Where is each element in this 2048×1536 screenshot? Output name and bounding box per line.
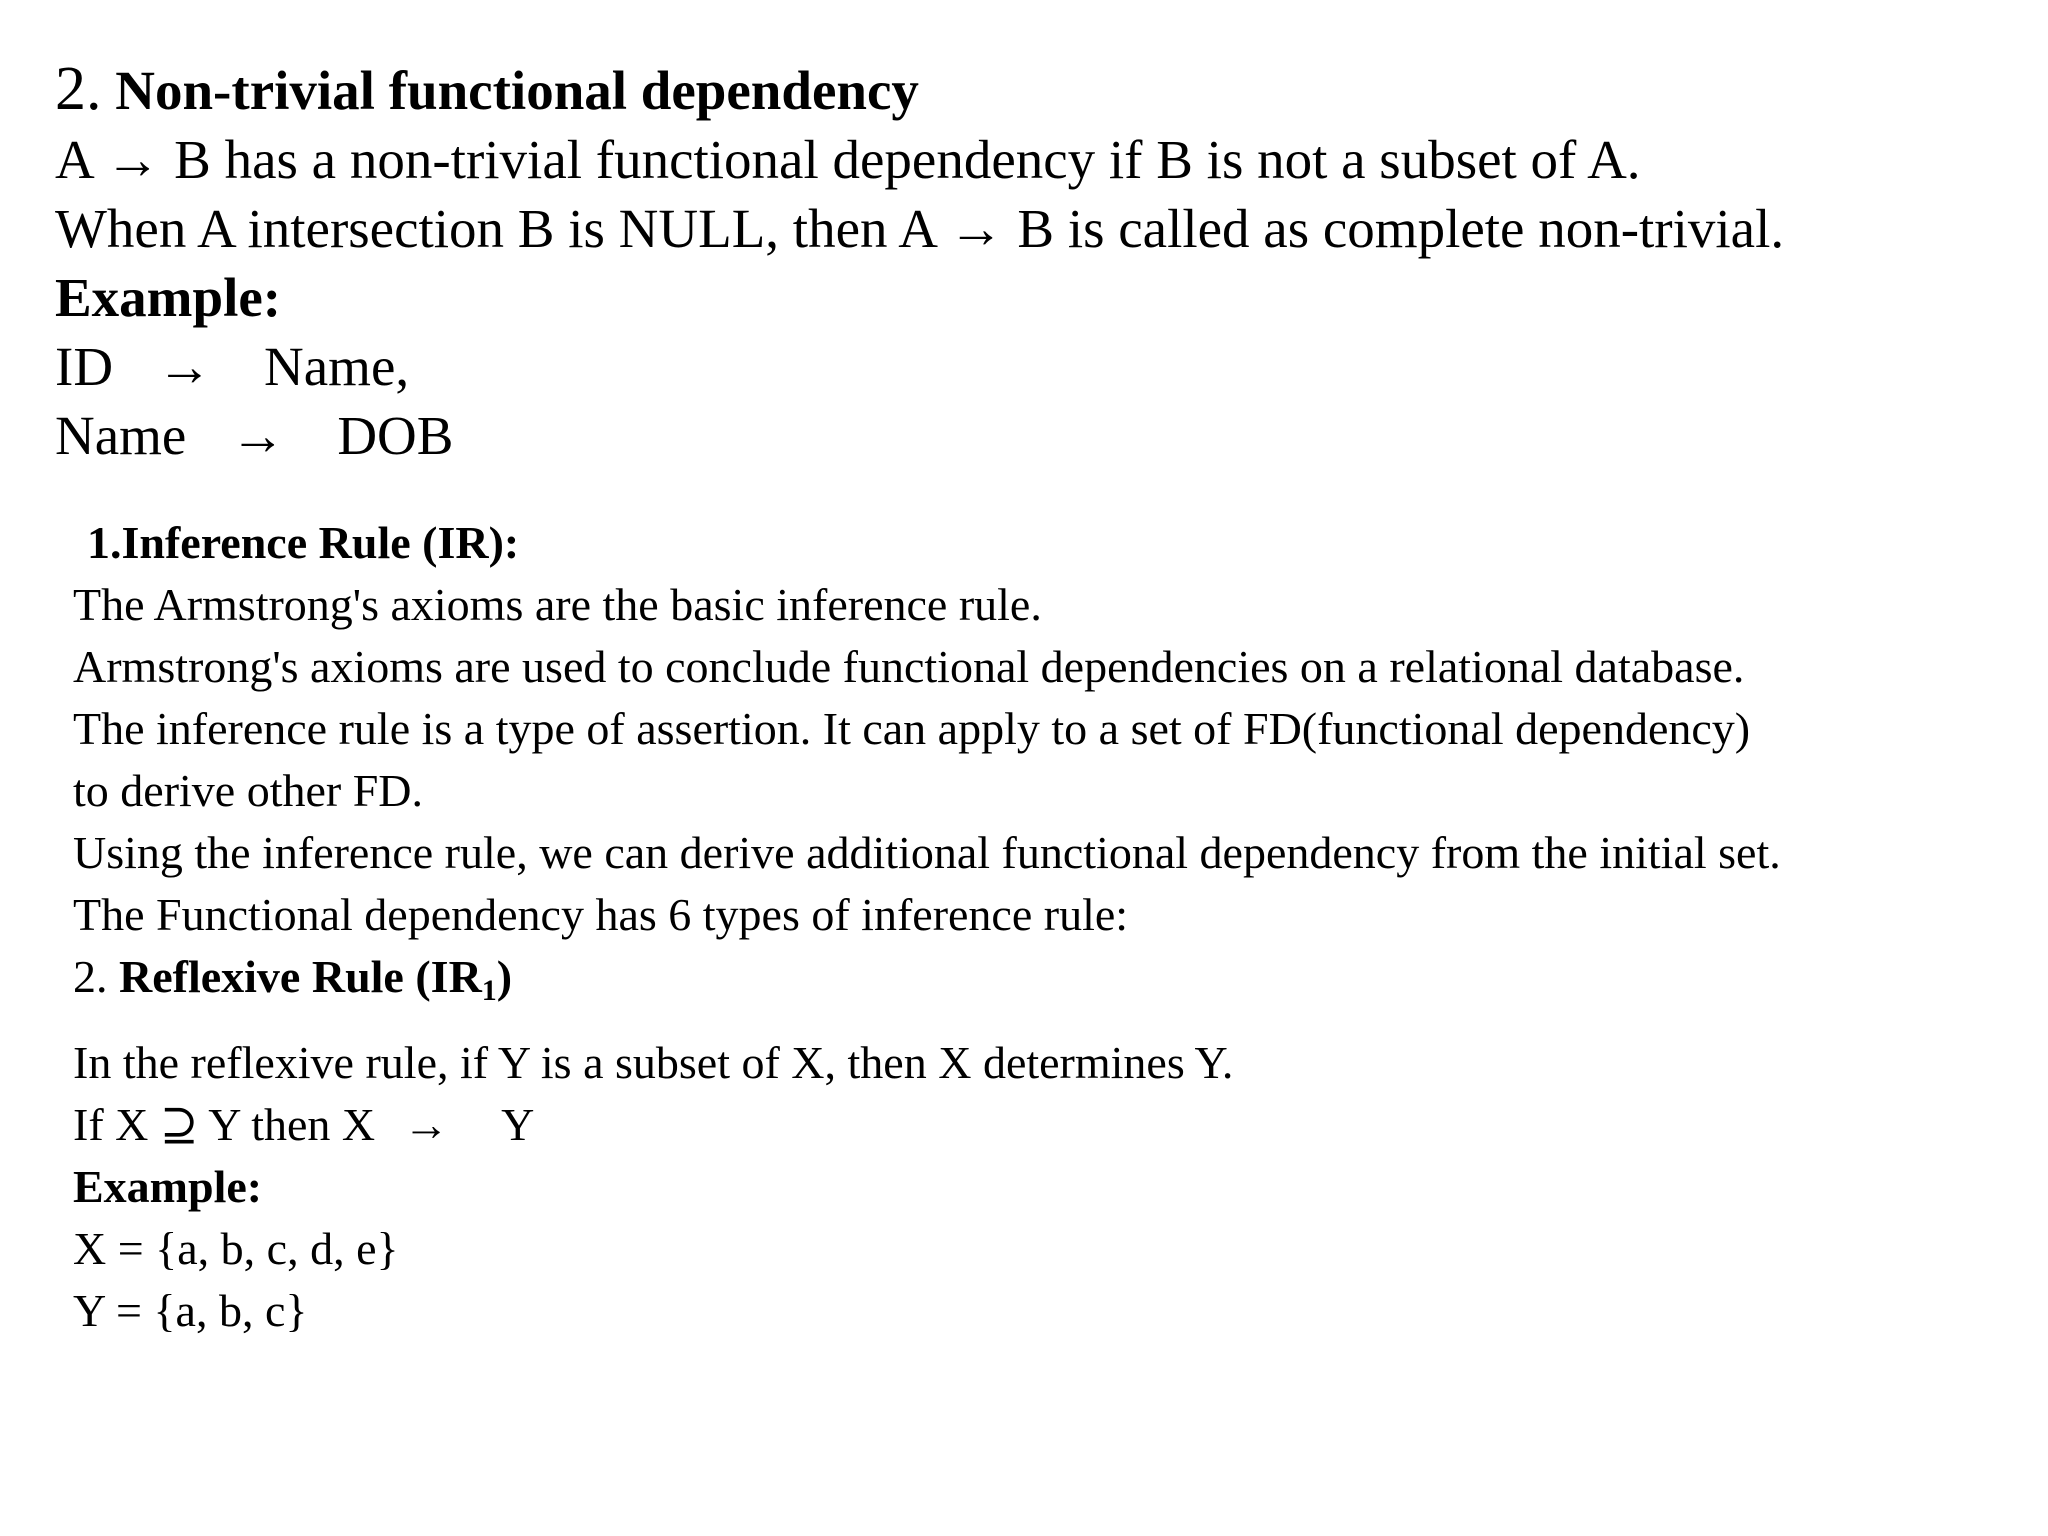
- arrow-symbol: →: [403, 1099, 450, 1150]
- example-lhs: ID: [55, 336, 114, 397]
- section-title-text: Non-trivial functional dependency: [115, 60, 919, 121]
- example-lhs: Name: [55, 405, 187, 466]
- example-row: [55, 332, 2015, 401]
- example-rhs: DOB: [337, 405, 454, 466]
- example-rhs: Name,: [264, 336, 410, 397]
- paragraph: The Functional dependency has 6 types of inference rule:: [73, 889, 1129, 940]
- definition-line-2: When A intersection B is NULL, then A → B is called as complete non-trivial.: [55, 198, 1785, 259]
- reflexive-description: In the reflexive rule, if Y is a subset of X, then X determines Y.: [73, 1037, 1234, 1088]
- example-label: Example:: [73, 1161, 263, 1212]
- inference-rule-heading: 1.Inference Rule (IR):: [87, 517, 520, 568]
- rule-title-text: Reflexive Rule (IR: [119, 951, 482, 1002]
- section-number: 2.: [55, 55, 102, 123]
- definition-line-1: A → B has a non-trivial functional dependency if B is not a subset of A.: [55, 129, 1641, 190]
- rule-number: 2.: [73, 951, 108, 1002]
- arrow-symbol: →: [230, 405, 286, 466]
- set-x: X = {a, b, c, d, e}: [73, 1223, 399, 1274]
- example-label: Example:: [55, 267, 282, 328]
- arrow-symbol: →: [157, 336, 213, 397]
- section-inference-rule: [73, 512, 2013, 1342]
- example-row: [55, 401, 2015, 470]
- reflexive-rule-title: [73, 946, 2013, 1022]
- set-y: Y = {a, b, c}: [73, 1285, 308, 1336]
- rule-title-close: ): [496, 951, 513, 1002]
- reflexive-rule-statement: [73, 1094, 2013, 1156]
- paragraph: Using the inference rule, we can derive additional functional dependency from the initial set.: [73, 827, 1781, 878]
- section-non-trivial-fd: [55, 55, 2015, 470]
- section-title: [55, 55, 2015, 125]
- rule-rhs: Y: [501, 1099, 535, 1150]
- paragraph: The inference rule is a type of assertion. It can apply to a set of FD(functional dependency) to derive other FD.: [73, 703, 1751, 816]
- rule-subscript: 1: [481, 974, 497, 1007]
- paragraph: Armstrong's axioms are used to conclude functional dependencies on a relational database.: [73, 641, 1745, 692]
- paragraph: The Armstrong's axioms are the basic inference rule.: [73, 579, 1042, 630]
- rule-lhs: If X ⊇ Y then X: [73, 1099, 376, 1150]
